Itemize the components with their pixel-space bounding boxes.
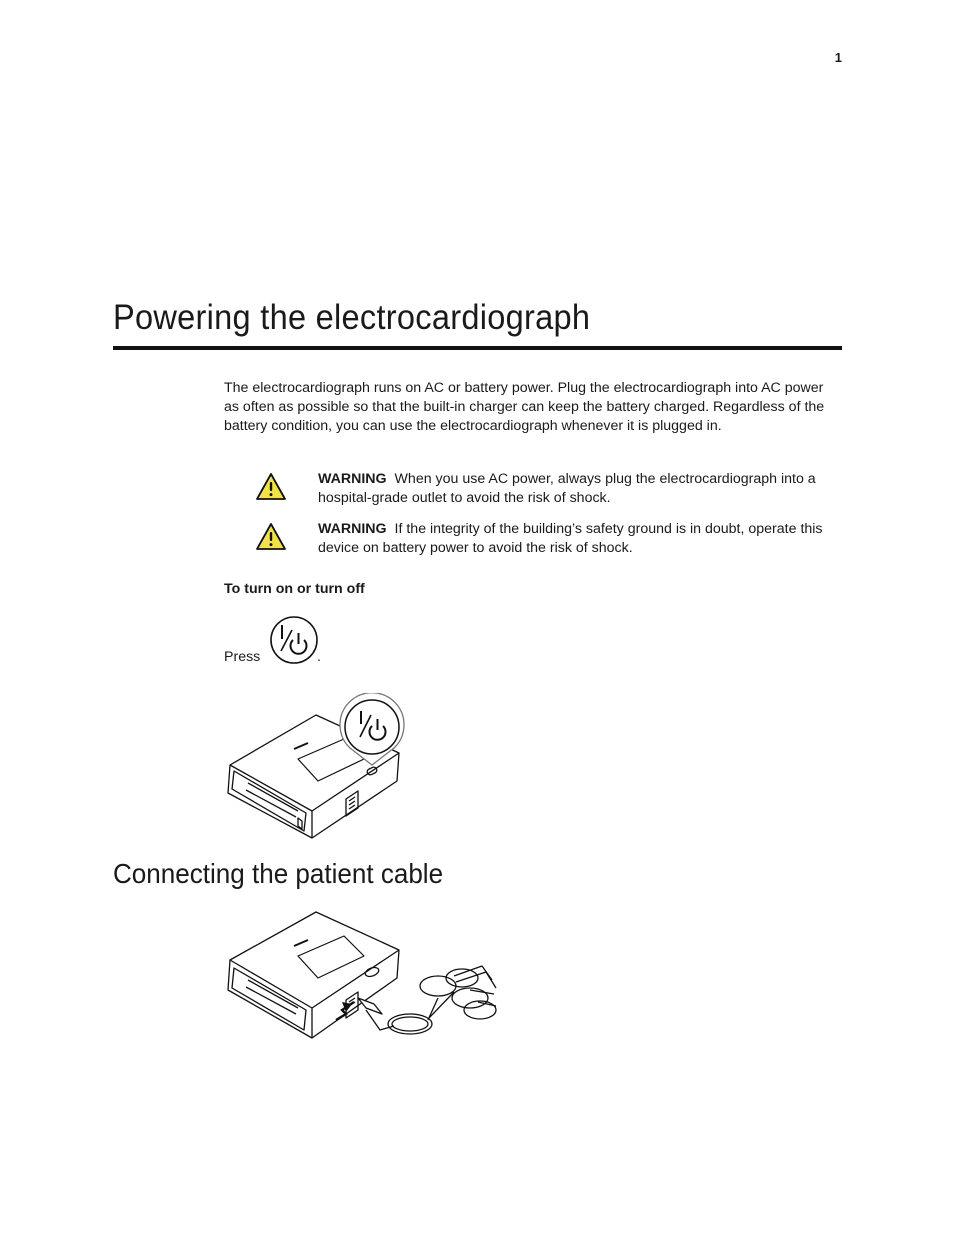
warning-body: If the integrity of the building’s safety ground is in doubt, operate this device on battery power to avoid the risk of shock. — [318, 521, 823, 556]
warning-label: WARNING — [318, 471, 387, 487]
warning-body: When you use AC power, always plug the electrocardiograph into a hospital-grade outlet to avoid the risk of shock. — [318, 471, 816, 506]
period: . — [317, 649, 321, 665]
page-number: 1 — [834, 50, 842, 65]
warning-ac-power — [224, 470, 842, 510]
procedure-heading: To turn on or turn off — [224, 581, 365, 597]
intro-paragraph: The electrocardiograph runs on AC or battery power. Plug the electrocardiograph into AC power as often as possible so that the built-in charger can keep the battery charged. Regardless of the battery condition, you can use the electrocardiograph whenever it is plugged in. — [224, 380, 825, 434]
title-rule — [113, 346, 842, 350]
warning-safety-ground — [224, 520, 842, 560]
section-title-patient-cable: Connecting the patient cable — [113, 858, 444, 889]
device-power-illustration — [224, 693, 406, 843]
patient-cable-illustration — [224, 910, 500, 1045]
power-button-icon — [269, 615, 319, 665]
section-title-powering: Powering the electrocardiograph — [113, 298, 591, 337]
warning-text — [318, 470, 842, 508]
press-instruction — [224, 614, 424, 670]
warning-triangle-icon — [255, 472, 287, 502]
press-label: Press — [224, 649, 261, 665]
warning-label: WARNING — [318, 521, 387, 537]
warning-text — [318, 520, 842, 558]
warning-triangle-icon — [255, 522, 287, 552]
